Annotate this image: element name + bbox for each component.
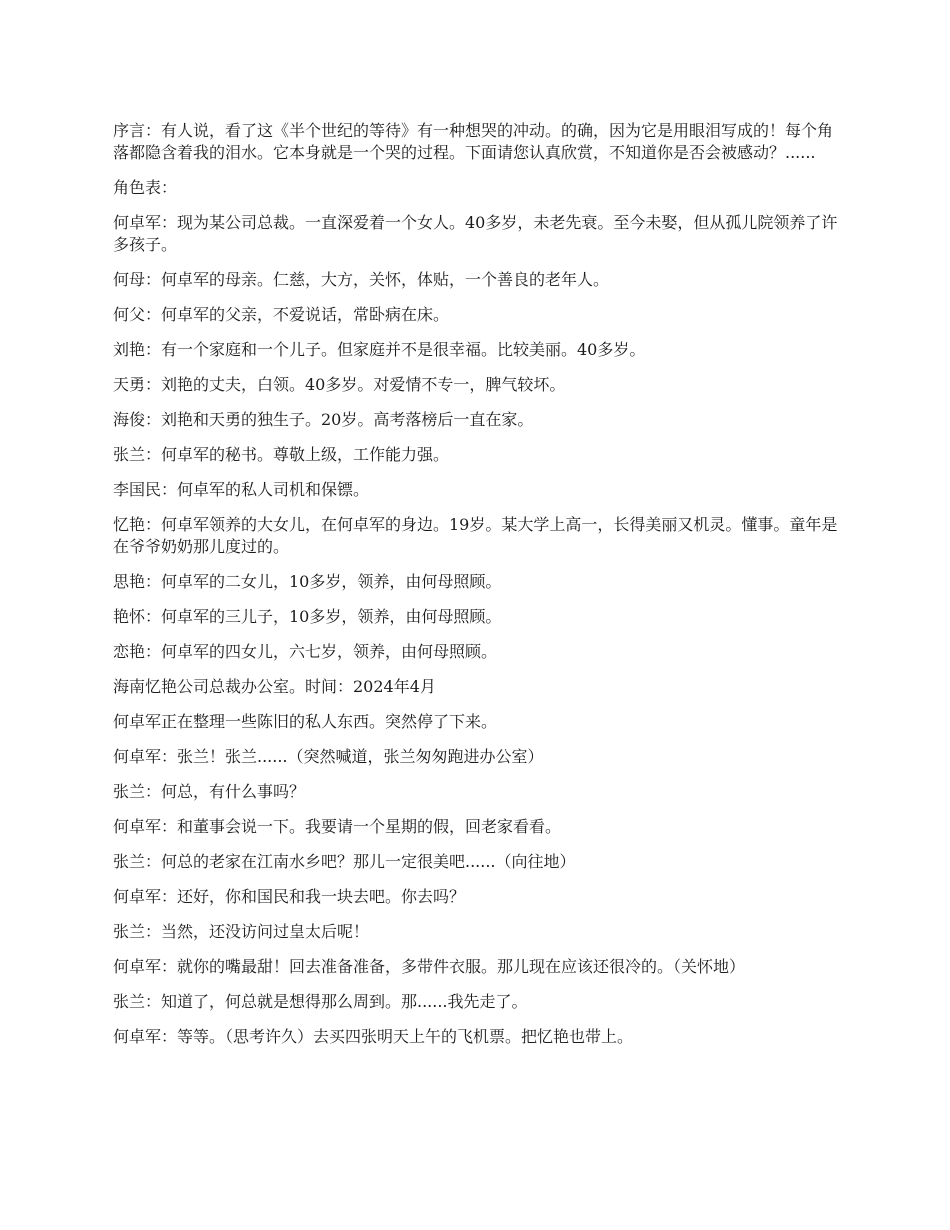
document-body	[113, 120, 841, 1061]
character-zhang-lan: 张兰：何卓军的秘书。尊敬上级，工作能力强。	[113, 445, 450, 464]
character-li-guomin: 李国民：何卓军的私人司机和保镖。	[113, 480, 370, 499]
character-tian-yong: 天勇：刘艳的丈夫，白领。40多岁。对爱情不专一，脾气较坏。	[113, 375, 566, 394]
character-lian-yan: 恋艳：何卓军的四女儿，六七岁，领养，由何母照顾。	[113, 642, 498, 661]
character-he-mother: 何母：何卓军的母亲。仁慈，大方，关怀，体贴，一个善良的老年人。	[113, 270, 610, 289]
stage-direction: 何卓军正在整理一些陈旧的私人东西。突然停了下来。	[113, 712, 498, 731]
character-si-yan: 思艳：何卓军的二女儿，10多岁，领养，由何母照顾。	[113, 572, 502, 591]
character-he-father: 何父：何卓军的父亲，不爱说话，常卧病在床。	[113, 305, 450, 324]
dialogue-line: 张兰：何总，有什么事吗？	[113, 782, 306, 801]
preface-paragraph: 序言：有人说，看了这《半个世纪的等待》有一种想哭的冲动。的确，因为它是用眼泪写成的！每个角落都隐含着我的泪水。它本身就是一个哭的过程。下面请您认真欣赏，不知道你是否会被感动？......	[113, 121, 834, 162]
scene-setting: 海南忆艳公司总裁办公室。时间：2024年4月	[113, 677, 436, 696]
dialogue-line: 张兰：当然，还没访问过皇太后呢！	[113, 922, 370, 941]
dialogue-line: 何卓军：张兰！张兰......（突然喊道，张兰匆匆跑进办公室）	[113, 747, 544, 766]
character-yan-huai: 艳怀：何卓军的三儿子，10多岁，领养，由何母照顾。	[113, 607, 502, 626]
character-hai-jun: 海俊：刘艳和天勇的独生子。20岁。高考落榜后一直在家。	[113, 410, 534, 429]
dialogue-line: 何卓军：就你的嘴最甜！回去准备准备，多带件衣服。那儿现在应该还很冷的。（关怀地）	[113, 957, 746, 976]
dialogue-line: 何卓军：还好，你和国民和我一块去吧。你去吗？	[113, 887, 466, 906]
dialogue-line: 张兰：何总的老家在江南水乡吧？那儿一定很美吧......（向往地）	[113, 852, 576, 871]
character-yi-yan: 忆艳：何卓军领养的大女儿，在何卓军的身边。19岁。某大学上高一，长得美丽又机灵。懂事。童年是在爷爷奶奶那儿度过的。	[113, 515, 838, 556]
character-liu-yan: 刘艳：有一个家庭和一个儿子。但家庭并不是很幸福。比较美丽。40多岁。	[113, 340, 646, 359]
dialogue-line: 张兰：知道了，何总就是想得那么周到。那......我先走了。	[113, 992, 528, 1011]
dialogue-line: 何卓军：和董事会说一下。我要请一个星期的假，回老家看看。	[113, 817, 562, 836]
character-he-zhuojun: 何卓军：现为某公司总裁。一直深爱着一个女人。40多岁，未老先衰。至今未娶，但从孤儿院领养了许多孩子。	[113, 213, 838, 254]
cast-list-heading: 角色表：	[113, 178, 178, 197]
dialogue-line: 何卓军：等等。（思考许久）去买四张明天上午的飞机票。把忆艳也带上。	[113, 1027, 634, 1046]
